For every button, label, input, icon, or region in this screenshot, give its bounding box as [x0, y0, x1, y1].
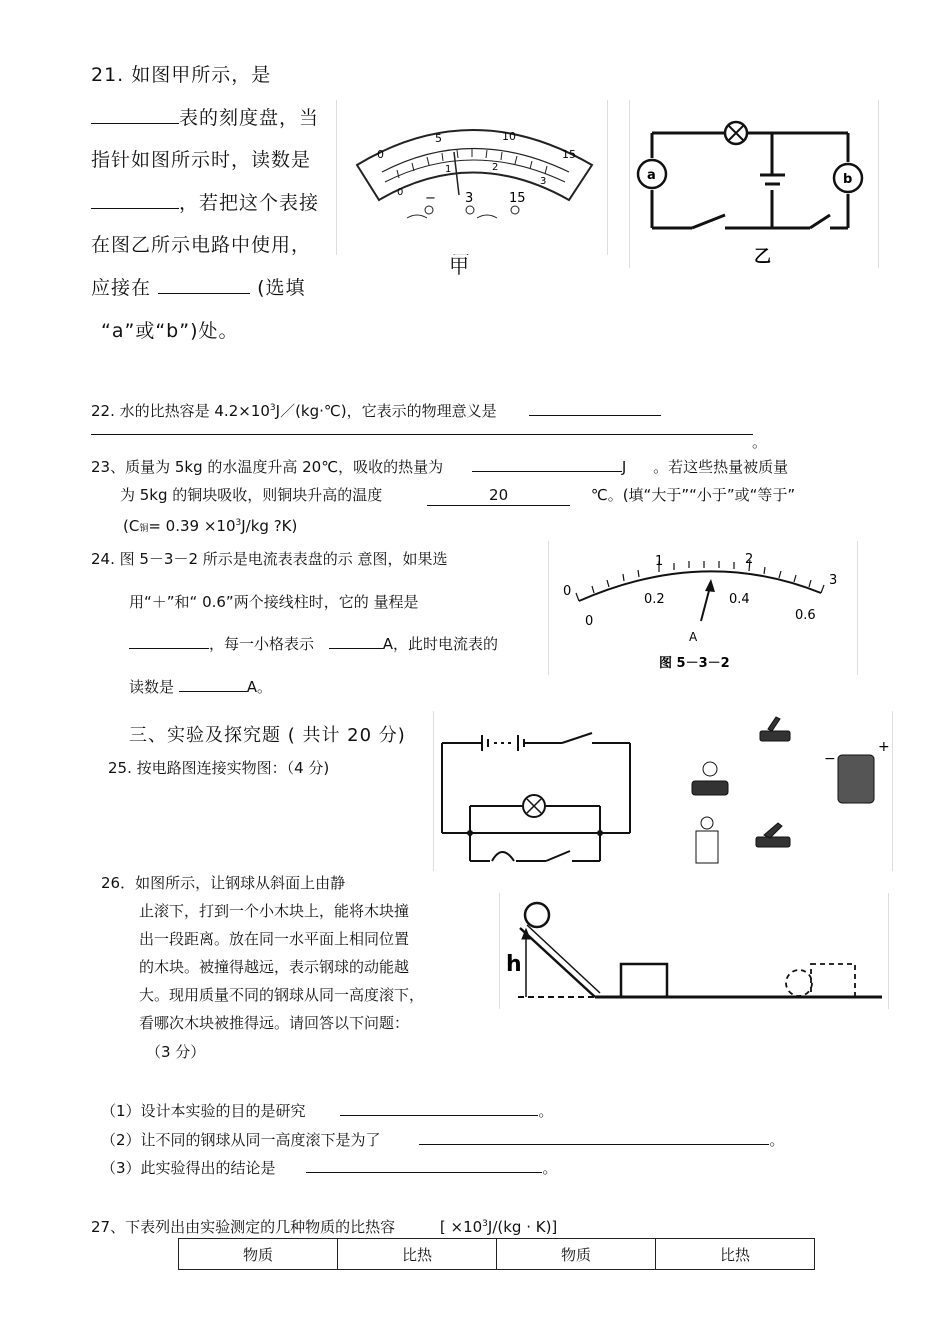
- q23-sup: 3: [235, 518, 242, 528]
- q26-sub2: [101, 1130, 784, 1150]
- q21-line1: 21. 如图甲所示，是: [91, 64, 272, 86]
- ammeter-zero-bottom: 0: [585, 614, 594, 629]
- q27-line: [91, 1214, 557, 1237]
- figure-q26-slope: [499, 893, 889, 1009]
- figure-q25-circuit: [433, 711, 893, 871]
- ammeter-unit: A: [689, 630, 698, 644]
- q23-line1: [91, 457, 788, 477]
- figure-ammeter: [548, 541, 858, 675]
- table-header-cell: 比热: [656, 1239, 815, 1270]
- q25-svg: [434, 711, 892, 871]
- q26-line-3: 的木块。被撞得越远，表示钢球的动能越: [139, 958, 410, 976]
- q26-period-2: 。: [769, 1131, 785, 1149]
- q23-answer-temp[interactable]: 20: [427, 485, 570, 506]
- q23-line2-text: 为 5kg 的铜块吸收，则铜块升高的温度: [120, 486, 383, 504]
- figure-yi-circuit: [629, 100, 879, 268]
- q21-line3: 指针如图所示时，读数是: [91, 149, 312, 171]
- q26-line-6: （3 分）: [146, 1043, 206, 1061]
- q21-blank-meter[interactable]: [91, 109, 179, 124]
- q23-line1-text: 23、质量为 5kg 的水温度升高 20℃，吸收的热量为: [91, 458, 444, 476]
- q27-unit-b: J/(kg · K)]: [487, 1218, 558, 1236]
- jia-bot-3: 3: [540, 176, 547, 187]
- q27-unit-a: [ ×10: [439, 1218, 483, 1236]
- jia-bot-1: 1: [445, 164, 452, 175]
- jia-terminal-15: 15: [509, 191, 526, 206]
- q23-value: = 0.39 ×10: [148, 517, 236, 535]
- q21-line6a: 应接在: [91, 277, 152, 299]
- q23-sub: 铜: [139, 524, 149, 534]
- jia-terminal-minus: −: [425, 191, 436, 206]
- q21-line6b: (选填: [257, 277, 306, 299]
- question-22: [91, 398, 661, 421]
- ammeter-caption: 图 5－3－2: [659, 656, 730, 671]
- q22-text: 22. 水的比热容是 4.2×10: [91, 402, 270, 420]
- q26-sub3: [101, 1158, 557, 1178]
- q22-blank-1[interactable]: [529, 401, 661, 416]
- q26-blank-1[interactable]: [340, 1101, 538, 1116]
- svg-text:−: −: [824, 751, 836, 767]
- q21-blank-reading[interactable]: [91, 194, 179, 209]
- q23-c: (C: [123, 517, 140, 535]
- q26-line-5: 看哪次木块被推得远。请回答以下问题：: [139, 1014, 410, 1032]
- table-header-cell: 物质: [497, 1239, 656, 1270]
- q24-line4a: 读数是: [129, 678, 175, 696]
- jia-top-0: 0: [377, 148, 384, 161]
- q23-line2-end: ℃。(填“大于”“小于”或“等于”: [590, 486, 796, 504]
- q26-line-4: 大。现用质量不同的钢球从同一高度滚下，: [139, 986, 425, 1004]
- ammeter-top-3: 3: [829, 573, 838, 588]
- q21-line6: [91, 273, 306, 300]
- meter-dial-svg: [337, 100, 607, 255]
- q21-blank-position[interactable]: [158, 279, 250, 294]
- q26-line-1: 止滚下，打到一个小木块上，能将木块撞: [139, 902, 410, 920]
- q24-line3: [129, 634, 498, 654]
- q27-text: 27、下表列出由实验测定的几种物质的比热容: [91, 1218, 396, 1236]
- q26-h-label: h: [506, 952, 522, 977]
- q23-line3: [123, 513, 297, 539]
- table-header-row: [179, 1239, 815, 1270]
- q26-blank-3[interactable]: [306, 1158, 542, 1173]
- q22-sup: 3: [269, 403, 276, 413]
- q26-svg: [500, 893, 888, 1009]
- jia-caption-text: 甲: [449, 254, 470, 278]
- q26-line-0: 26．如图所示，让钢球从斜面上由静: [101, 874, 346, 892]
- table-header-cell: 物质: [179, 1239, 338, 1270]
- q27-unit-sup: 3: [482, 1219, 488, 1229]
- q23-blank-heat[interactable]: [472, 457, 622, 472]
- q21-line4-text: ，若把这个表接: [179, 192, 320, 214]
- yi-label-b: b: [843, 172, 853, 187]
- q21-line2-text: 表的刻度盘，当: [179, 107, 320, 129]
- circuit-yi-svg: [630, 100, 878, 268]
- q24-line4: [129, 677, 272, 697]
- ammeter-zero-top: 0: [563, 584, 572, 599]
- q24-line2: 用“＋”和“ 0.6”两个接线柱时，它的 量程是: [129, 593, 419, 611]
- yi-caption: 乙: [754, 247, 771, 267]
- q26-blank-2[interactable]: [419, 1130, 769, 1145]
- jia-bot-2: 2: [492, 162, 499, 173]
- ammeter-bot-02: 0.2: [644, 592, 665, 607]
- jia-top-15: 15: [562, 148, 576, 161]
- q26-period-3: 。: [542, 1159, 558, 1177]
- q24-line3b: A，此时电流表的: [382, 635, 499, 653]
- yi-label-a: a: [647, 168, 656, 183]
- q24-line3a: ，每一小格表示: [209, 635, 315, 653]
- q24-blank-reading[interactable]: [179, 677, 247, 692]
- q21-line5: 在图乙所示电路中使用，: [91, 234, 312, 256]
- q26-sub2-text: （2）让不同的钢球从同一高度滚下是为了: [101, 1131, 381, 1149]
- q21-line2: [91, 103, 319, 130]
- q24-blank-range[interactable]: [129, 634, 209, 649]
- figure-jia-meter: [336, 100, 608, 255]
- q26-line-2: 出一段距离。放在同一水平面上相同位置: [139, 930, 410, 948]
- q26-sub3-text: （3）此实验得出的结论是: [101, 1159, 276, 1177]
- specific-heat-table: [178, 1238, 815, 1270]
- q26-sub1: [101, 1101, 553, 1121]
- q26-sub1-text: （1）设计本实验的目的是研究: [101, 1102, 306, 1120]
- q26-period-1: 。: [538, 1102, 554, 1120]
- jia-terminal-3: 3: [465, 191, 474, 206]
- ammeter-svg: [549, 541, 857, 675]
- q21-line7: “a”或“b”)处。: [101, 320, 239, 342]
- q23-unit: J: [621, 458, 627, 476]
- q23-line1-end: 。若这些热量被质量: [653, 458, 789, 476]
- q24-line4b: A。: [246, 678, 273, 696]
- q24-blank-division[interactable]: [329, 634, 383, 649]
- q23-unit2: J/kg ?K): [241, 517, 298, 535]
- q24-line1: 24. 图 5－3－2 所示是电流表表盘的示 意图，如果选: [91, 550, 448, 568]
- ammeter-top-1: 1: [655, 554, 664, 569]
- q22-blank-line[interactable]: [91, 434, 753, 435]
- ammeter-top-2: 2: [745, 552, 754, 567]
- section3-title: 三、实验及探究题 ( 共计 20 分): [129, 725, 406, 746]
- ammeter-bot-04: 0.4: [729, 592, 750, 607]
- table-header-cell: 比热: [338, 1239, 497, 1270]
- q25-text: 25. 按电路图连接实物图：（4 分): [108, 759, 330, 777]
- ammeter-bot-06: 0.6: [795, 608, 816, 623]
- jia-bot-0: 0: [397, 187, 404, 198]
- q22-end: 。: [752, 433, 768, 451]
- q22-text2: J／(kg·℃)，它表示的物理意义是: [275, 402, 497, 420]
- jia-top-10: 10: [502, 130, 516, 143]
- svg-text:+: +: [878, 739, 890, 755]
- jia-top-5: 5: [435, 132, 442, 145]
- q23-line2: [120, 485, 795, 506]
- q21-line4: [91, 188, 319, 215]
